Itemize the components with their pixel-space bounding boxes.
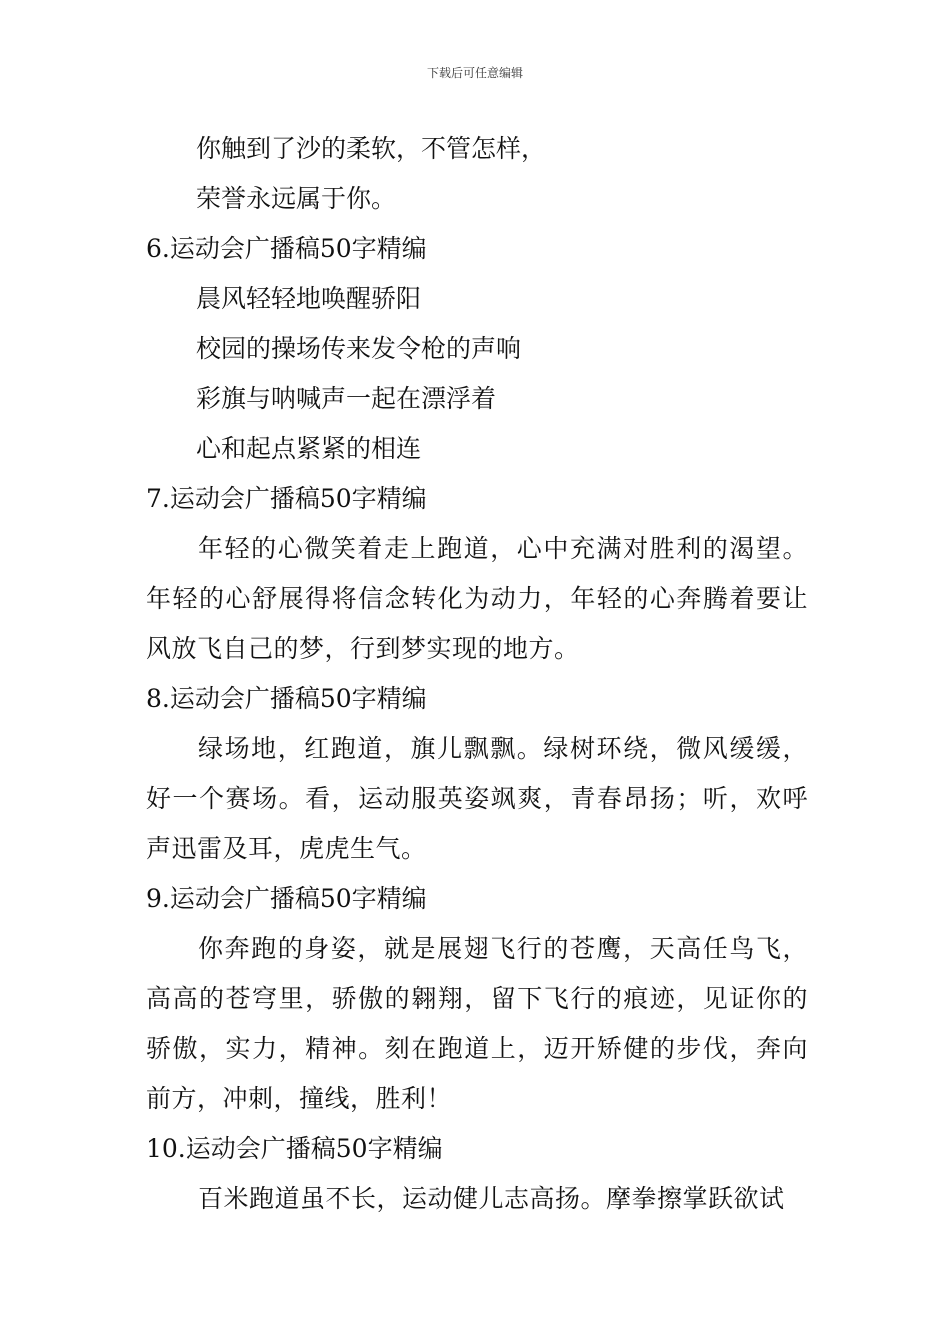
poem-line: 荣誉永远属于你。 [196,184,397,213]
section-heading-8: 8.运动会广播稿50字精编 [146,684,427,713]
section-heading-7: 7.运动会广播稿50字精编 [146,484,427,513]
poem-line: 彩旗与呐喊声一起在漂浮着 [196,384,497,413]
poem-line: 晨风轻轻地唤醒骄阳 [196,284,422,313]
section-heading-9: 9.运动会广播稿50字精编 [146,884,427,913]
section-paragraph-7: 年轻的心微笑着走上跑道，心中充满对胜利的渴望。年轻的心舒展得将信念转化为动力，年轻的心奔腾着要让风放飞自己的梦，行到梦实现的地方。 [146,534,808,663]
poem-line: 心和起点紧紧的相连 [196,434,422,463]
section-paragraph-10: 百米跑道虽不长，运动健儿志高扬。摩拳擦掌跃欲试 [198,1184,785,1213]
section-heading-10: 10.运动会广播稿50字精编 [146,1134,443,1163]
document-body [146,124,808,1224]
poem-line: 你触到了沙的柔软，不管怎样， [196,134,547,163]
section-heading-6: 6.运动会广播稿50字精编 [146,234,427,263]
section-paragraph-8: 绿场地，红跑道，旗儿飘飘。绿树环绕，微风缓缓，好一个赛场。看，运动服英姿飒爽，青春昂扬；听，欢呼声迅雷及耳，虎虎生气。 [146,734,808,863]
page-header: 下载后可任意编辑 [426,66,523,80]
poem-line: 校园的操场传来发令枪的声响 [196,334,522,363]
section-paragraph-9: 你奔跑的身姿，就是展翅飞行的苍鹰，天高任鸟飞，高高的苍穹里，骄傲的翱翔，留下飞行的痕迹，见证你的骄傲，实力，精神。刻在跑道上，迈开矫健的步伐，奔向前方，冲刺，撞线，胜利！ [146,934,808,1113]
